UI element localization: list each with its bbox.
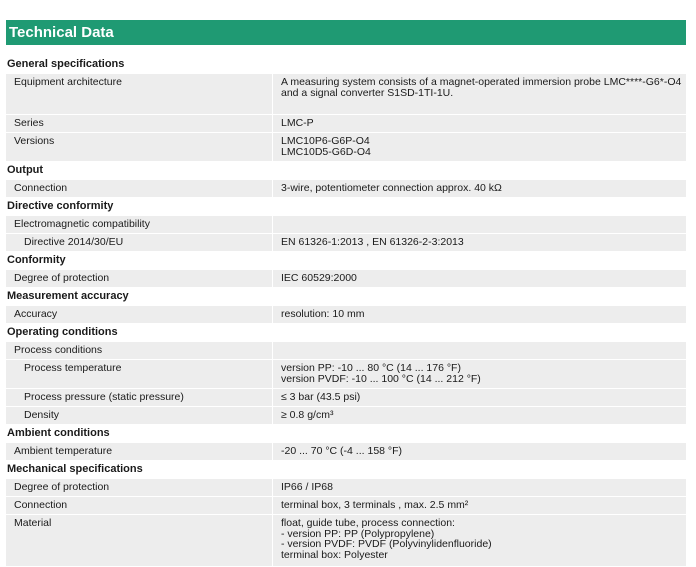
spec-label: Process conditions bbox=[14, 344, 103, 356]
spec-row bbox=[6, 306, 686, 324]
spec-label: Process temperature bbox=[24, 362, 122, 374]
spec-value: version PP: -10 ... 80 °C (14 ... 176 °F) version PVDF: -10 ... 100 °C (14 ... 212 °F) bbox=[272, 360, 686, 388]
spec-label: Equipment architecture bbox=[14, 76, 122, 88]
spec-row bbox=[6, 443, 686, 461]
section-title: General specifications bbox=[7, 58, 125, 70]
spec-row bbox=[6, 270, 686, 288]
spec-row bbox=[6, 180, 686, 198]
spec-value bbox=[272, 342, 686, 359]
spec-value bbox=[272, 216, 686, 233]
spec-row bbox=[6, 479, 686, 497]
spec-value: ≤ 3 bar (43.5 psi) bbox=[272, 389, 686, 406]
spec-value: IP66 / IP68 bbox=[272, 479, 686, 496]
spec-row bbox=[6, 515, 686, 567]
spec-row bbox=[6, 115, 686, 133]
spec-label: Directive 2014/30/EU bbox=[24, 236, 124, 248]
spec-table bbox=[6, 56, 686, 567]
spec-row bbox=[6, 360, 686, 389]
section-heading bbox=[6, 252, 686, 270]
spec-label: Connection bbox=[14, 499, 68, 511]
spec-label: Density bbox=[24, 409, 60, 421]
spec-label: Electromagnetic compatibility bbox=[14, 218, 150, 230]
section-heading bbox=[6, 56, 686, 74]
spec-row bbox=[6, 497, 686, 515]
spec-row bbox=[6, 389, 686, 407]
section-heading bbox=[6, 461, 686, 479]
section-heading bbox=[6, 162, 686, 180]
spec-label: Connection bbox=[14, 182, 68, 194]
technical-data-header bbox=[6, 20, 686, 45]
spec-label: Material bbox=[14, 517, 52, 529]
spec-value: LMC-P bbox=[272, 115, 686, 132]
spec-row bbox=[6, 407, 686, 425]
section-heading bbox=[6, 425, 686, 443]
spec-label: Versions bbox=[14, 135, 55, 147]
section-title: Ambient conditions bbox=[7, 427, 110, 439]
spec-row bbox=[6, 74, 686, 115]
spec-value: IEC 60529:2000 bbox=[272, 270, 686, 287]
spec-row bbox=[6, 216, 686, 234]
spec-label: Degree of protection bbox=[14, 481, 110, 493]
spec-value: resolution: 10 mm bbox=[272, 306, 686, 323]
spec-label: Degree of protection bbox=[14, 272, 110, 284]
spec-value: terminal box, 3 terminals , max. 2.5 mm² bbox=[272, 497, 686, 514]
spec-row bbox=[6, 133, 686, 162]
spec-value: -20 ... 70 °C (-4 ... 158 °F) bbox=[272, 443, 686, 460]
section-title: Directive conformity bbox=[7, 200, 114, 212]
section-title: Operating conditions bbox=[7, 326, 118, 338]
spec-value: EN 61326-1:2013 , EN 61326-2-3:2013 bbox=[272, 234, 686, 251]
section-heading bbox=[6, 288, 686, 306]
section-heading bbox=[6, 198, 686, 216]
spec-row bbox=[6, 342, 686, 360]
header-title: Technical Data bbox=[9, 24, 114, 41]
section-heading bbox=[6, 324, 686, 342]
spec-row bbox=[6, 234, 686, 252]
section-title: Conformity bbox=[7, 254, 66, 266]
spec-label: Series bbox=[14, 117, 44, 129]
spec-value: 3-wire, potentiometer connection approx. 40 kΩ bbox=[272, 180, 686, 197]
section-title: Mechanical specifications bbox=[7, 463, 143, 475]
spec-value: A measuring system consists of a magnet-operated immersion probe LMC****-G6*-O4 and a signal converter S1SD-1TI-1U. bbox=[272, 74, 686, 114]
section-title: Output bbox=[7, 164, 44, 176]
spec-value: float, guide tube, process connection: - version PP: PP (Polypropylene) - version PVDF: PVDF (Polyvinylidenfluoride) terminal box: Polyester bbox=[272, 515, 686, 566]
spec-label: Ambient temperature bbox=[14, 445, 113, 457]
spec-label: Accuracy bbox=[14, 308, 58, 320]
section-title: Measurement accuracy bbox=[7, 290, 129, 302]
spec-value: LMC10P6-G6P-O4 LMC10D5-G6D-O4 bbox=[272, 133, 686, 161]
spec-label: Process pressure (static pressure) bbox=[24, 391, 184, 403]
spec-value: ≥ 0.8 g/cm³ bbox=[272, 407, 686, 424]
